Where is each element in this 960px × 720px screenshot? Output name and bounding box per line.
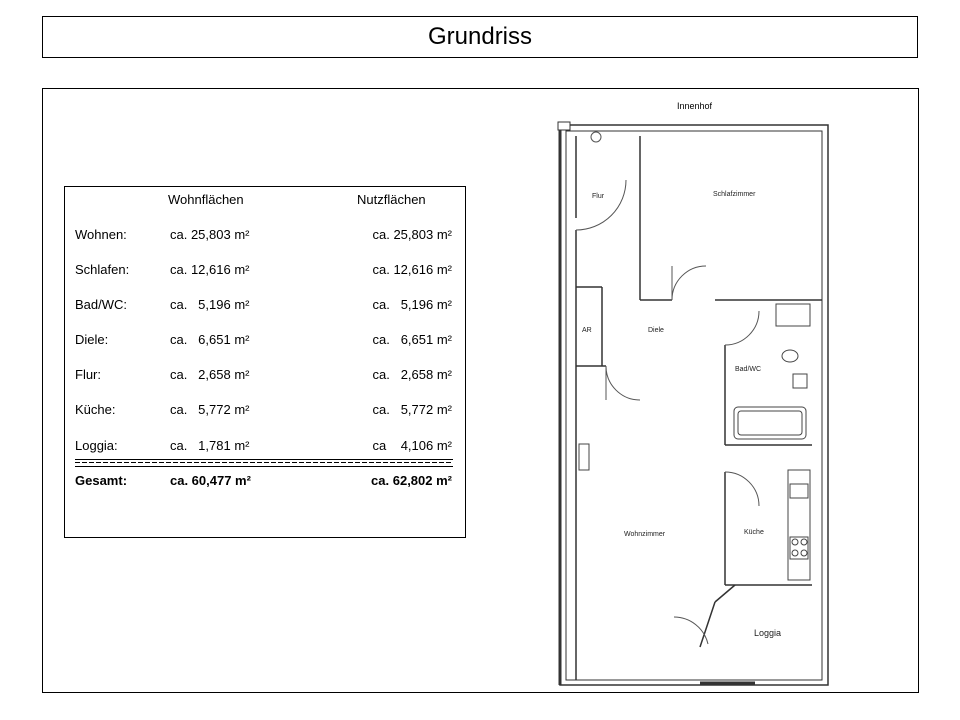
row-nutzflaeche: ca 4,106 m²: [372, 438, 452, 453]
row-nutzflaeche: ca. 5,196 m²: [372, 297, 452, 312]
row-nutzflaeche: ca. 5,772 m²: [372, 402, 452, 417]
room-label-loggia: Loggia: [754, 628, 782, 638]
outer-walls: [558, 122, 828, 685]
room-label-diele: Diele: [648, 327, 664, 334]
row-wohnflaeche: ca. 6,651 m²: [170, 332, 250, 347]
kitchen-fixtures: [579, 444, 810, 580]
room-label-schlafzimmer: Schlafzimmer: [713, 191, 756, 198]
total-nutzflaeche: ca. 62,802 m²: [371, 473, 452, 488]
header-nutzflaechen: Nutzflächen: [357, 192, 426, 207]
floor-plan: [540, 92, 840, 692]
header-wohnflaechen: Wohnflächen: [168, 192, 244, 207]
row-wohnflaeche: ca. 2,658 m²: [170, 367, 250, 382]
row-nutzflaeche: ca. 25,803 m²: [372, 227, 452, 242]
room-label-bad: Bad/WC: [735, 366, 762, 373]
row-wohnflaeche: ca. 5,772 m²: [170, 402, 250, 417]
room-label-kueche: Küche: [744, 529, 764, 536]
room-label-flur: Flur: [592, 193, 605, 200]
row-nutzflaeche: ca. 12,616 m²: [372, 262, 452, 277]
row-wohnflaeche: ca. 12,616 m²: [170, 262, 250, 277]
row-wohnflaeche: ca. 1,781 m²: [170, 438, 250, 453]
row-label: Wohnen:: [75, 227, 127, 242]
interior-walls: [576, 136, 822, 680]
row-wohnflaeche: ca. 5,196 m²: [170, 297, 250, 312]
row-label: Schlafen:: [75, 262, 130, 277]
row-label: Diele:: [75, 332, 109, 347]
row-nutzflaeche: ca. 2,658 m²: [372, 367, 452, 382]
room-label-ar: AR: [582, 327, 592, 334]
row-label: Küche:: [75, 402, 116, 417]
row-nutzflaeche: ca. 6,651 m²: [372, 332, 452, 347]
door-swings: [576, 132, 762, 644]
double-separator: [75, 459, 453, 467]
total-label: Gesamt:: [75, 473, 128, 488]
row-label: Flur:: [75, 367, 101, 382]
row-wohnflaeche: ca. 25,803 m²: [170, 227, 250, 242]
room-label-wohnzimmer: Wohnzimmer: [624, 531, 666, 538]
total-wohnflaeche: ca. 60,477 m²: [170, 473, 251, 488]
courtyard-label: Innenhof: [677, 101, 713, 111]
row-label: Loggia:: [75, 438, 118, 453]
area-table: [64, 186, 466, 538]
page-title: Grundriss: [42, 16, 918, 58]
row-label: Bad/WC:: [75, 297, 128, 312]
